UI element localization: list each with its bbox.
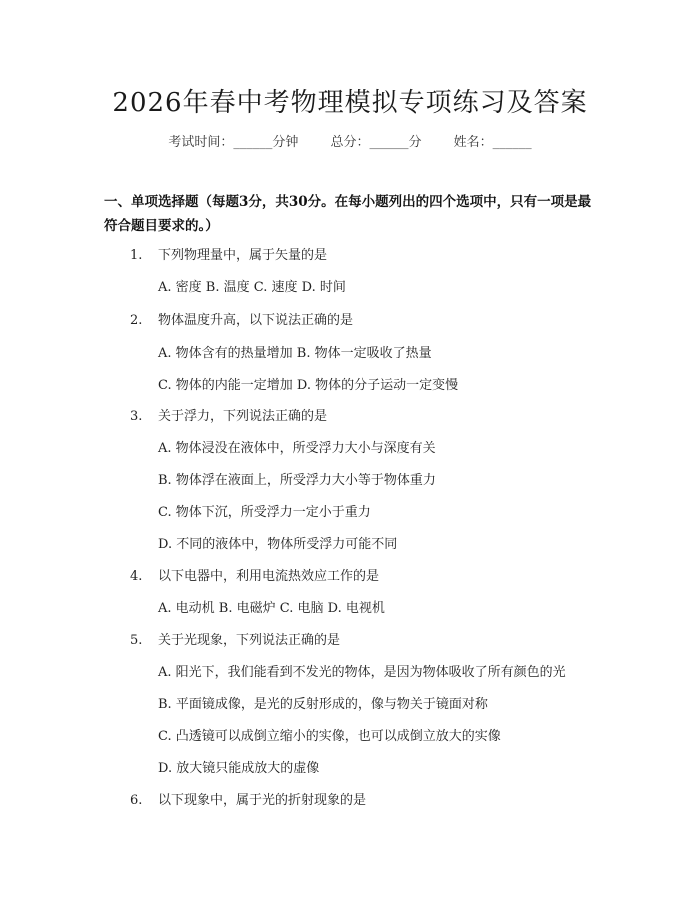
question-2-options-line-2: C. 物体的内能一定增加 D. 物体的分子运动一定变慢: [158, 378, 459, 393]
question-text: 以下现象中，属于光的折射现象的是: [158, 793, 367, 808]
question-1: [130, 244, 327, 263]
question-number: 1.: [130, 248, 143, 263]
question-number: 5.: [130, 633, 143, 648]
question-5-option-c: C. 凸透镜可以成倒立缩小的实像，也可以成倒立放大的实像: [158, 729, 501, 744]
student-name-field: 姓名：______: [453, 135, 532, 150]
question-text: 物体温度升高，以下说法正确的是: [158, 313, 354, 328]
exam-time-field: 考试时间：______分钟: [168, 135, 299, 150]
exam-meta: [0, 131, 700, 150]
question-text: 下列物理量中，属于矢量的是: [158, 248, 328, 263]
total-score-field: 总分：______分: [330, 135, 422, 150]
question-5-option-b: B. 平面镜成像，是光的反射形成的，像与物关于镜面对称: [158, 697, 488, 712]
question-5: [130, 629, 340, 648]
section-heading: 一、单项选择题（每题3分，共30分。在每小题列出的四个选项中，只有一项是最符合题目要求的。）: [104, 194, 592, 234]
question-4: [130, 565, 379, 584]
question-2-options-line-1: A. 物体含有的热量增加 B. 物体一定吸收了热量: [158, 346, 432, 361]
question-3: [130, 405, 327, 424]
question-3-option-b: B. 物体浮在液面上，所受浮力大小等于物体重力: [158, 473, 436, 488]
question-number: 2.: [130, 313, 143, 328]
question-number: 6.: [130, 793, 143, 808]
question-6: [130, 789, 366, 808]
question-text: 关于光现象，下列说法正确的是: [158, 633, 341, 648]
page-title: 2026年春中考物理模拟专项练习及答案: [112, 88, 588, 118]
question-number: 3.: [130, 409, 143, 424]
question-5-option-a: A. 阳光下，我们能看到不发光的物体，是因为物体吸收了所有颜色的光: [158, 665, 566, 680]
question-5-option-d: D. 放大镜只能成放大的虚像: [158, 761, 320, 776]
question-1-options-line-1: A. 密度 B. 温度 C. 速度 D. 时间: [158, 280, 346, 295]
question-text: 以下电器中，利用电流热效应工作的是: [158, 569, 380, 584]
question-3-option-a: A. 物体浸没在液体中，所受浮力大小与深度有关: [158, 441, 436, 456]
question-3-option-d: D. 不同的液体中，物体所受浮力可能不同: [158, 537, 398, 552]
question-text: 关于浮力，下列说法正确的是: [158, 409, 328, 424]
question-4-options-line-1: A. 电动机 B. 电磁炉 C. 电脑 D. 电视机: [158, 601, 385, 616]
question-number: 4.: [130, 569, 143, 584]
question-3-option-c: C. 物体下沉，所受浮力一定小于重力: [158, 505, 371, 520]
question-2: [130, 309, 353, 328]
